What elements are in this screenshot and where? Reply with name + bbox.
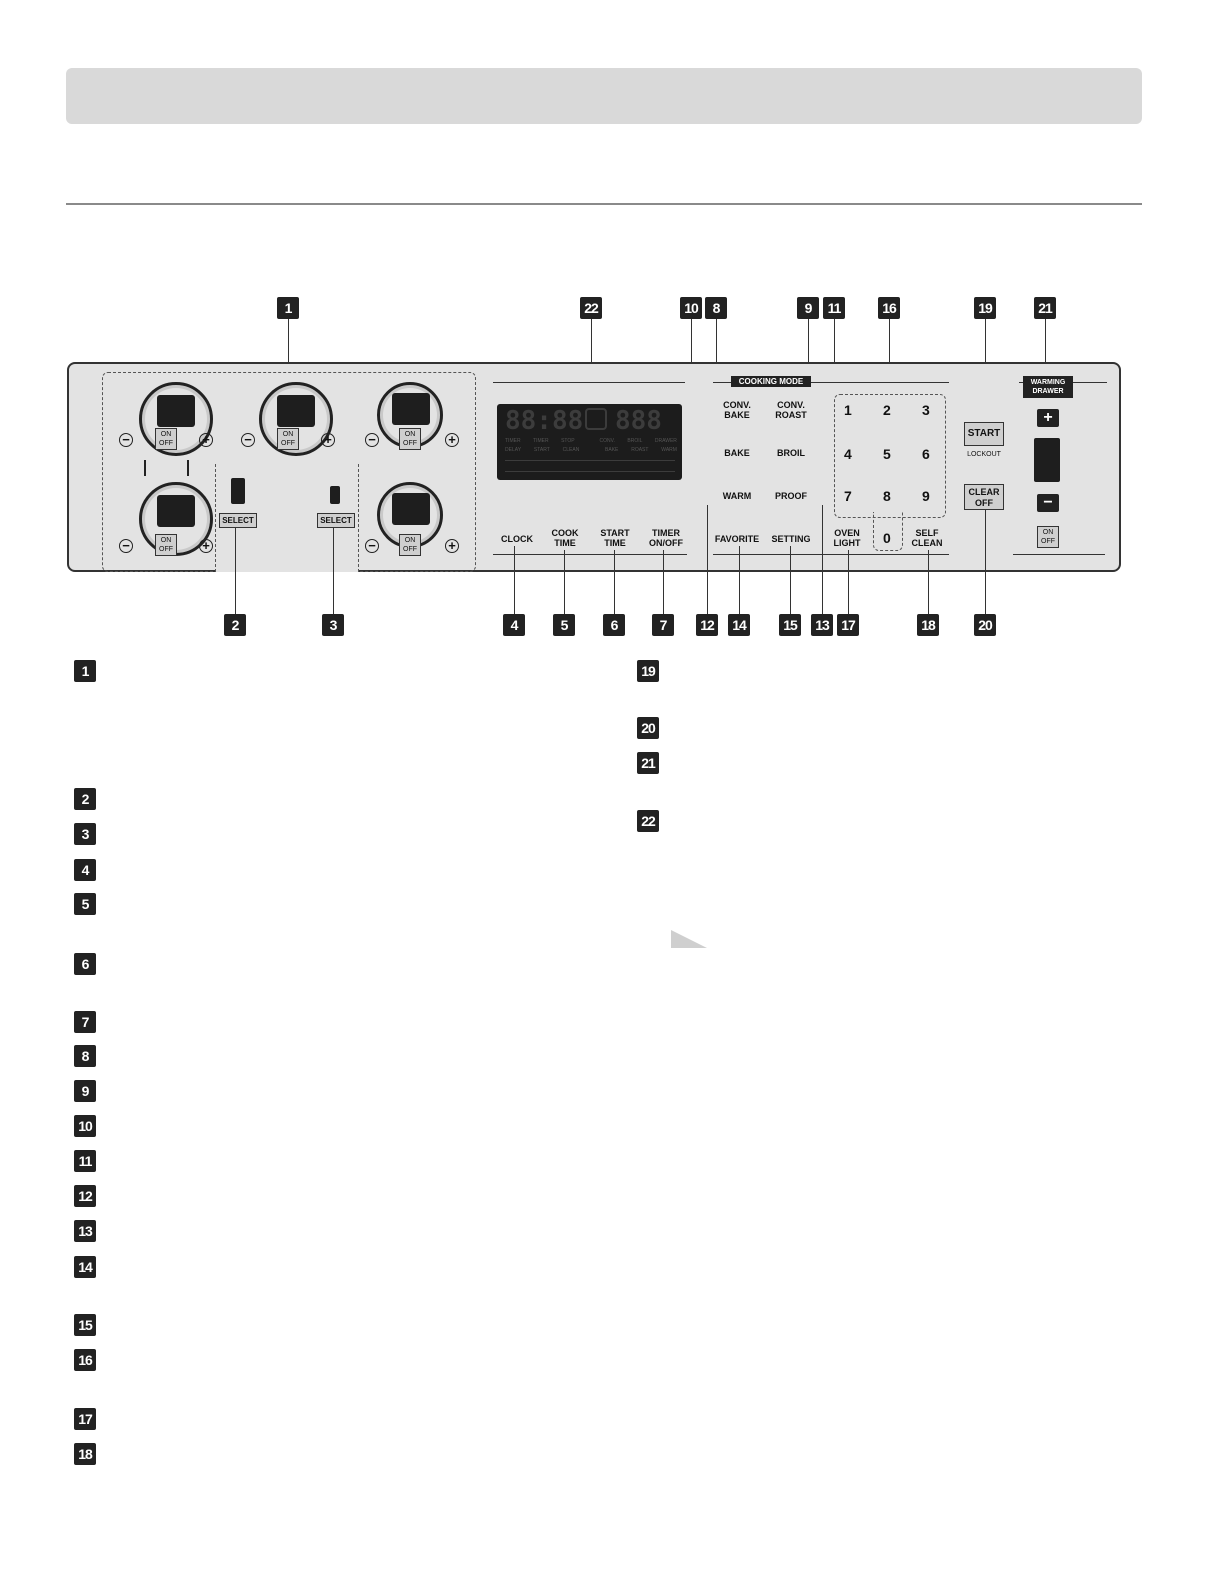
select-button-left[interactable]: SELECT — [219, 513, 257, 528]
callout-17: 17 — [837, 614, 859, 636]
minus-icon[interactable]: − — [119, 433, 133, 447]
minus-icon[interactable]: − — [365, 433, 379, 447]
leader-7 — [663, 550, 664, 614]
lcd-text-row — [505, 460, 675, 472]
setting-key[interactable]: SETTING — [771, 534, 811, 544]
clear-off-button[interactable]: CLEAR OFF — [964, 484, 1004, 510]
legend-5: 5 — [74, 893, 96, 915]
bottom-separator-right — [713, 554, 949, 555]
legend-18: 18 — [74, 1443, 96, 1465]
callout-10: 10 — [680, 297, 702, 319]
select-indicator-right — [330, 486, 340, 504]
legend-10: 10 — [74, 1115, 96, 1137]
proof-key[interactable]: PROOF — [774, 491, 807, 501]
legend-19: 19 — [637, 660, 659, 682]
start-time-key[interactable]: START TIME — [600, 528, 630, 548]
bake-key[interactable]: BAKE — [724, 448, 750, 458]
callout-1: 1 — [277, 297, 299, 319]
key-8[interactable]: 8 — [883, 488, 891, 504]
title-bar — [66, 68, 1142, 124]
bottom-separator-left — [493, 554, 687, 555]
legend-12: 12 — [74, 1185, 96, 1207]
legend-21: 21 — [637, 752, 659, 774]
leader-12 — [707, 505, 708, 614]
conv-roast-key[interactable]: CONV. ROAST — [775, 400, 807, 420]
leader-4 — [514, 546, 515, 614]
legend-14: 14 — [74, 1256, 96, 1278]
leader-14 — [739, 546, 740, 614]
callout-3: 3 — [322, 614, 344, 636]
key-6[interactable]: 6 — [922, 446, 930, 462]
callout-18: 18 — [917, 614, 939, 636]
drawer-display — [1034, 438, 1060, 482]
clock-key[interactable]: CLOCK — [501, 534, 533, 544]
callout-19: 19 — [974, 297, 996, 319]
select-button-right[interactable]: SELECT — [317, 513, 355, 528]
legend-3: 3 — [74, 823, 96, 845]
cooking-mode-title: COOKING MODE — [731, 376, 811, 387]
leader-15 — [790, 546, 791, 614]
display-separator — [493, 382, 685, 383]
leader-2 — [235, 528, 236, 614]
key-7[interactable]: 7 — [844, 488, 852, 504]
lcd-display — [497, 404, 682, 480]
bridge-mark-left — [144, 460, 146, 476]
lcd-indicator-row-1: TIMER TIMER STOP CONV. BROIL DRAWER — [505, 438, 677, 444]
leader-6 — [614, 550, 615, 614]
leader-17 — [848, 550, 849, 614]
callout-22: 22 — [580, 297, 602, 319]
legend-6: 6 — [74, 953, 96, 975]
minus-icon[interactable]: − — [119, 539, 133, 553]
lcd-time-digits: 88:88 — [505, 406, 584, 436]
section-rule — [66, 203, 1142, 205]
key-4[interactable]: 4 — [844, 446, 852, 462]
legend-4: 4 — [74, 859, 96, 881]
callout-13: 13 — [811, 614, 833, 636]
lcd-temp-digits: 888 — [615, 406, 662, 436]
legend-11: 11 — [74, 1150, 96, 1172]
oven-light-key[interactable]: OVEN LIGHT — [833, 528, 861, 548]
bridge-mark-right — [187, 460, 189, 476]
favorite-key[interactable]: FAVORITE — [714, 534, 760, 544]
callout-8: 8 — [705, 297, 727, 319]
callout-21: 21 — [1034, 297, 1056, 319]
callout-9: 9 — [797, 297, 819, 319]
drawer-plus-button[interactable]: + — [1037, 409, 1059, 427]
key-0[interactable]: 0 — [883, 530, 891, 546]
leader-20 — [985, 510, 986, 614]
leader-13 — [822, 505, 823, 614]
callout-14: 14 — [728, 614, 750, 636]
warm-key[interactable]: WARM — [722, 491, 752, 501]
drawer-separator-bottom — [1013, 554, 1105, 555]
legend-7: 7 — [74, 1011, 96, 1033]
legend-13: 13 — [74, 1220, 96, 1242]
plus-icon[interactable]: + — [445, 539, 459, 553]
burner-onoff-3[interactable]: ON OFF — [399, 428, 421, 450]
key-5[interactable]: 5 — [883, 446, 891, 462]
timer-key[interactable]: TIMER ON/OFF — [649, 528, 683, 548]
select-indicator-left — [231, 478, 245, 504]
callout-16: 16 — [878, 297, 900, 319]
minus-icon[interactable]: − — [241, 433, 255, 447]
legend-2: 2 — [74, 788, 96, 810]
callout-11: 11 — [823, 297, 845, 319]
callout-5: 5 — [553, 614, 575, 636]
self-clean-key[interactable]: SELF CLEAN — [911, 528, 943, 548]
fan-icon — [585, 408, 607, 430]
callout-4: 4 — [503, 614, 525, 636]
burner-onoff-2[interactable]: ON OFF — [277, 428, 299, 450]
key-1[interactable]: 1 — [844, 402, 852, 418]
plus-icon[interactable]: + — [321, 433, 335, 447]
broil-key[interactable]: BROIL — [777, 448, 805, 458]
legend-22: 22 — [637, 810, 659, 832]
legend-8: 8 — [74, 1045, 96, 1067]
callout-7: 7 — [652, 614, 674, 636]
legend-16: 16 — [74, 1349, 96, 1371]
burner-onoff-4[interactable]: ON OFF — [155, 534, 177, 556]
conv-bake-key[interactable]: CONV. BAKE — [723, 400, 751, 420]
legend-9: 9 — [74, 1080, 96, 1102]
key-2[interactable]: 2 — [883, 402, 891, 418]
minus-icon[interactable]: − — [365, 539, 379, 553]
callout-20: 20 — [974, 614, 996, 636]
leader-3 — [333, 528, 334, 614]
legend-15: 15 — [74, 1314, 96, 1336]
plus-icon[interactable]: + — [199, 433, 213, 447]
leader-18 — [928, 550, 929, 614]
callout-2: 2 — [224, 614, 246, 636]
key-9[interactable]: 9 — [922, 488, 930, 504]
burner-onoff-5[interactable]: ON OFF — [399, 534, 421, 556]
drawer-onoff-button[interactable]: ON OFF — [1037, 526, 1059, 548]
lockout-label: LOCKOUT — [967, 451, 1001, 458]
drawer-minus-button[interactable]: − — [1037, 494, 1059, 512]
note-triangle-icon — [671, 930, 707, 948]
legend-1: 1 — [74, 660, 96, 682]
warming-drawer-title: WARMING DRAWER — [1023, 376, 1073, 398]
callout-12: 12 — [696, 614, 718, 636]
callout-15: 15 — [779, 614, 801, 636]
burner-onoff-1[interactable]: ON OFF — [155, 428, 177, 450]
plus-icon[interactable]: + — [199, 539, 213, 553]
plus-icon[interactable]: + — [445, 433, 459, 447]
key-3[interactable]: 3 — [922, 402, 930, 418]
start-button[interactable]: START — [964, 422, 1004, 446]
leader-5 — [564, 550, 565, 614]
legend-17: 17 — [74, 1408, 96, 1430]
callout-6: 6 — [603, 614, 625, 636]
legend-20: 20 — [637, 717, 659, 739]
cook-time-key[interactable]: COOK TIME — [551, 528, 579, 548]
lcd-indicator-row-2: DELAY START CLEAN BAKE ROAST WARM — [505, 447, 677, 453]
